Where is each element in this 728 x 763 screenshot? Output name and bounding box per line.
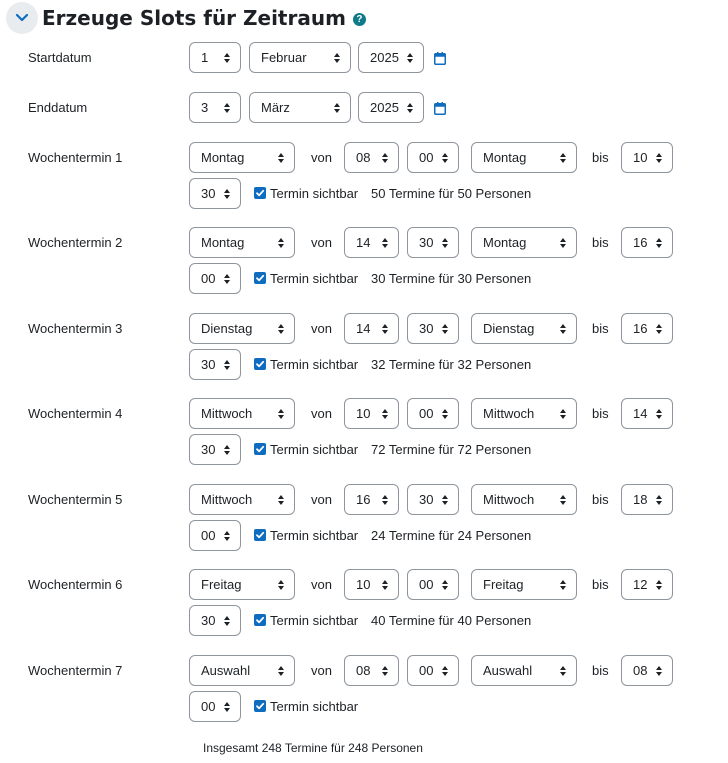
weekly-7-from-word: von [311,663,332,678]
weekly-3-visible-label[interactable]: Termin sichtbar [270,357,359,372]
weekly-7-label: Wochentermin 7 [28,663,123,678]
weekly-7-from-minute-select[interactable] [407,655,459,686]
weekly-3-from-day-select-value: Dienstag [201,321,253,336]
weekly-3-to-hour-select-value: 16 [633,321,648,336]
weekly-6-from-hour-select-value: 10 [356,577,371,592]
weekly-7-to-hour-select[interactable] [621,655,673,686]
checkmark-icon [255,530,265,540]
weekly-2-from-minute-select[interactable] [407,227,459,258]
weekly-5-to-day-select[interactable] [471,484,577,515]
weekly-4-from-day-select-value: Mittwoch [201,406,253,421]
weekly-3-to-minute-select-value: 30 [201,357,216,372]
weekly-4-to-word: bis [592,406,609,421]
chevron-down-icon [15,13,29,23]
weekly-3-label: Wochentermin 3 [28,321,123,336]
page-title: Erzeuge Slots für Zeitraum [42,6,346,30]
weekly-1-to-minute-select[interactable] [189,178,241,209]
weekly-4-to-minute-select[interactable] [189,434,241,465]
weekly-7-to-hour-select-value: 08 [633,663,648,678]
weekly-6-to-hour-select[interactable] [621,569,673,600]
weekly-6-from-minute-select[interactable] [407,569,459,600]
weekly-6-to-day-select[interactable] [471,569,577,600]
weekly-5-from-hour-select-value: 16 [356,492,371,507]
weekly-7-from-hour-select-value: 08 [356,663,371,678]
weekly-2-from-word: von [311,235,332,250]
weekly-6-to-minute-select-value: 30 [201,613,216,628]
weekly-6-to-word: bis [592,577,609,592]
weekly-1-visible-label[interactable]: Termin sichtbar [270,186,359,201]
weekly-5-visible-checkbox[interactable] [254,529,266,541]
weekly-3-to-day-select[interactable] [471,313,577,344]
weekly-2-label: Wochentermin 2 [28,235,123,250]
weekly-1-visible-checkbox[interactable] [254,187,266,199]
weekly-1-from-day-select[interactable] [189,142,295,173]
weekly-5-info: 24 Termine für 24 Personen [371,528,532,543]
weekly-5-from-hour-select[interactable] [344,484,399,515]
weekly-6-to-day-select-value: Freitag [483,577,524,592]
weekly-1-label: Wochentermin 1 [28,150,123,165]
start-date-label: Startdatum [28,50,92,65]
weekly-2-from-day-select-value: Montag [201,235,245,250]
weekly-7-visible-label[interactable]: Termin sichtbar [270,699,359,714]
weekly-1-from-hour-select[interactable] [344,142,399,173]
weekly-3-from-hour-select-value: 14 [356,321,371,336]
weekly-4-to-day-select[interactable] [471,398,577,429]
calendar-icon[interactable] [434,52,446,65]
weekly-6-info: 40 Termine für 40 Personen [371,613,532,628]
weekly-3-from-word: von [311,321,332,336]
section-header [6,2,366,34]
start-year-select[interactable] [358,42,424,73]
weekly-4-to-minute-select-value: 30 [201,442,216,457]
weekly-5-visible-label[interactable]: Termin sichtbar [270,528,359,543]
weekly-7-from-hour-select[interactable] [344,655,399,686]
start-month-value: Februar [261,50,307,65]
start-year-value: 2025 [370,50,399,65]
weekly-4-from-minute-select[interactable] [407,398,459,429]
weekly-5-from-day-select[interactable] [189,484,295,515]
weekly-5-to-hour-select[interactable] [621,484,673,515]
weekly-2-from-day-select[interactable] [189,227,295,258]
weekly-1-to-day-select[interactable] [471,142,577,173]
total-summary: Insgesamt 248 Termine für 248 Personen [203,741,423,755]
weekly-5-from-day-select-value: Mittwoch [201,492,253,507]
collapse-button[interactable] [6,2,38,34]
weekly-2-to-hour-select[interactable] [621,227,673,258]
weekly-7-to-day-select-value: Auswahl [483,663,533,678]
weekly-2-visible-label[interactable]: Termin sichtbar [270,271,359,286]
calendar-icon[interactable] [434,102,446,115]
weekly-2-visible-checkbox[interactable] [254,272,266,284]
weekly-4-to-hour-select[interactable] [621,398,673,429]
start-month-select[interactable] [249,42,351,73]
question-circle-icon[interactable]: ? [353,13,366,26]
weekly-6-from-hour-select[interactable] [344,569,399,600]
end-month-select[interactable] [249,92,351,123]
end-day-value: 3 [201,100,209,115]
weekly-2-from-hour-select[interactable] [344,227,399,258]
weekly-6-from-minute-select-value: 00 [419,577,434,592]
weekly-2-to-day-select[interactable] [471,227,577,258]
weekly-2-from-hour-select-value: 14 [356,235,371,250]
weekly-3-to-hour-select[interactable] [621,313,673,344]
weekly-1-from-minute-select[interactable] [407,142,459,173]
weekly-1-to-hour-select-value: 10 [633,150,648,165]
end-day-select[interactable] [189,92,241,123]
weekly-6-label: Wochentermin 6 [28,577,123,592]
weekly-3-info: 32 Termine für 32 Personen [371,357,532,372]
weekly-4-from-hour-select[interactable] [344,398,399,429]
weekly-7-from-day-select-value: Auswahl [201,663,251,678]
weekly-7-to-minute-select-value: 00 [201,699,216,714]
weekly-7-visible-checkbox[interactable] [254,700,266,712]
weekly-6-from-word: von [311,577,332,592]
checkmark-icon [255,701,265,711]
weekly-3-to-word: bis [592,321,609,336]
weekly-7-to-day-select[interactable] [471,655,577,686]
weekly-2-to-hour-select-value: 16 [633,235,648,250]
weekly-1-from-minute-select-value: 00 [419,150,434,165]
weekly-4-to-hour-select-value: 14 [633,406,648,421]
weekly-2-to-day-select-value: Montag [483,235,527,250]
end-date-label: Enddatum [28,100,88,115]
end-year-value: 2025 [370,100,399,115]
weekly-2-to-minute-select-value: 00 [201,271,216,286]
weekly-2-to-word: bis [592,235,609,250]
start-day-select[interactable] [189,42,241,73]
weekly-6-from-day-select-value: Freitag [201,577,242,592]
weekly-7-from-minute-select-value: 00 [419,663,434,678]
weekly-2-info: 30 Termine für 30 Personen [371,271,532,286]
weekly-5-label: Wochentermin 5 [28,492,123,507]
weekly-5-to-minute-select[interactable] [189,520,241,551]
weekly-4-info: 72 Termine für 72 Personen [371,442,532,457]
weekly-6-from-day-select[interactable] [189,569,295,600]
weekly-4-from-day-select[interactable] [189,398,295,429]
weekly-7-from-day-select[interactable] [189,655,295,686]
checkmark-icon [255,444,265,454]
end-year-select[interactable] [358,92,424,123]
weekly-4-to-day-select-value: Mittwoch [483,406,535,421]
weekly-2-from-minute-select-value: 30 [419,235,434,250]
weekly-1-to-day-select-value: Montag [483,150,527,165]
checkmark-icon [255,188,265,198]
weekly-3-to-day-select-value: Dienstag [483,321,535,336]
checkmark-icon [255,359,265,369]
weekly-5-to-day-select-value: Mittwoch [483,492,535,507]
weekly-3-to-minute-select[interactable] [189,349,241,380]
weekly-4-from-hour-select-value: 10 [356,406,371,421]
weekly-3-visible-checkbox[interactable] [254,358,266,370]
weekly-1-from-hour-select-value: 08 [356,150,371,165]
weekly-4-from-word: von [311,406,332,421]
weekly-3-from-minute-select[interactable] [407,313,459,344]
weekly-1-from-day-select-value: Montag [201,150,245,165]
weekly-1-to-word: bis [592,150,609,165]
checkmark-icon [255,273,265,283]
weekly-6-visible-label[interactable]: Termin sichtbar [270,613,359,628]
weekly-4-from-minute-select-value: 00 [419,406,434,421]
weekly-1-to-minute-select-value: 30 [201,186,216,201]
weekly-1-to-hour-select[interactable] [621,142,673,173]
start-day-value: 1 [201,50,209,65]
weekly-6-to-minute-select[interactable] [189,605,241,636]
weekly-7-to-minute-select[interactable] [189,691,241,722]
weekly-4-visible-checkbox[interactable] [254,443,266,455]
weekly-6-visible-checkbox[interactable] [254,614,266,626]
checkmark-icon [255,615,265,625]
weekly-7-to-word: bis [592,663,609,678]
weekly-5-from-word: von [311,492,332,507]
weekly-4-label: Wochentermin 4 [28,406,123,421]
weekly-1-from-word: von [311,150,332,165]
end-month-value: März [261,100,290,115]
weekly-5-to-word: bis [592,492,609,507]
weekly-5-from-minute-select-value: 30 [419,492,434,507]
weekly-5-from-minute-select[interactable] [407,484,459,515]
weekly-2-to-minute-select[interactable] [189,263,241,294]
weekly-5-to-minute-select-value: 00 [201,528,216,543]
weekly-3-from-hour-select[interactable] [344,313,399,344]
weekly-5-to-hour-select-value: 18 [633,492,648,507]
weekly-3-from-minute-select-value: 30 [419,321,434,336]
weekly-4-visible-label[interactable]: Termin sichtbar [270,442,359,457]
weekly-1-info: 50 Termine für 50 Personen [371,186,532,201]
weekly-3-from-day-select[interactable] [189,313,295,344]
weekly-6-to-hour-select-value: 12 [633,577,648,592]
